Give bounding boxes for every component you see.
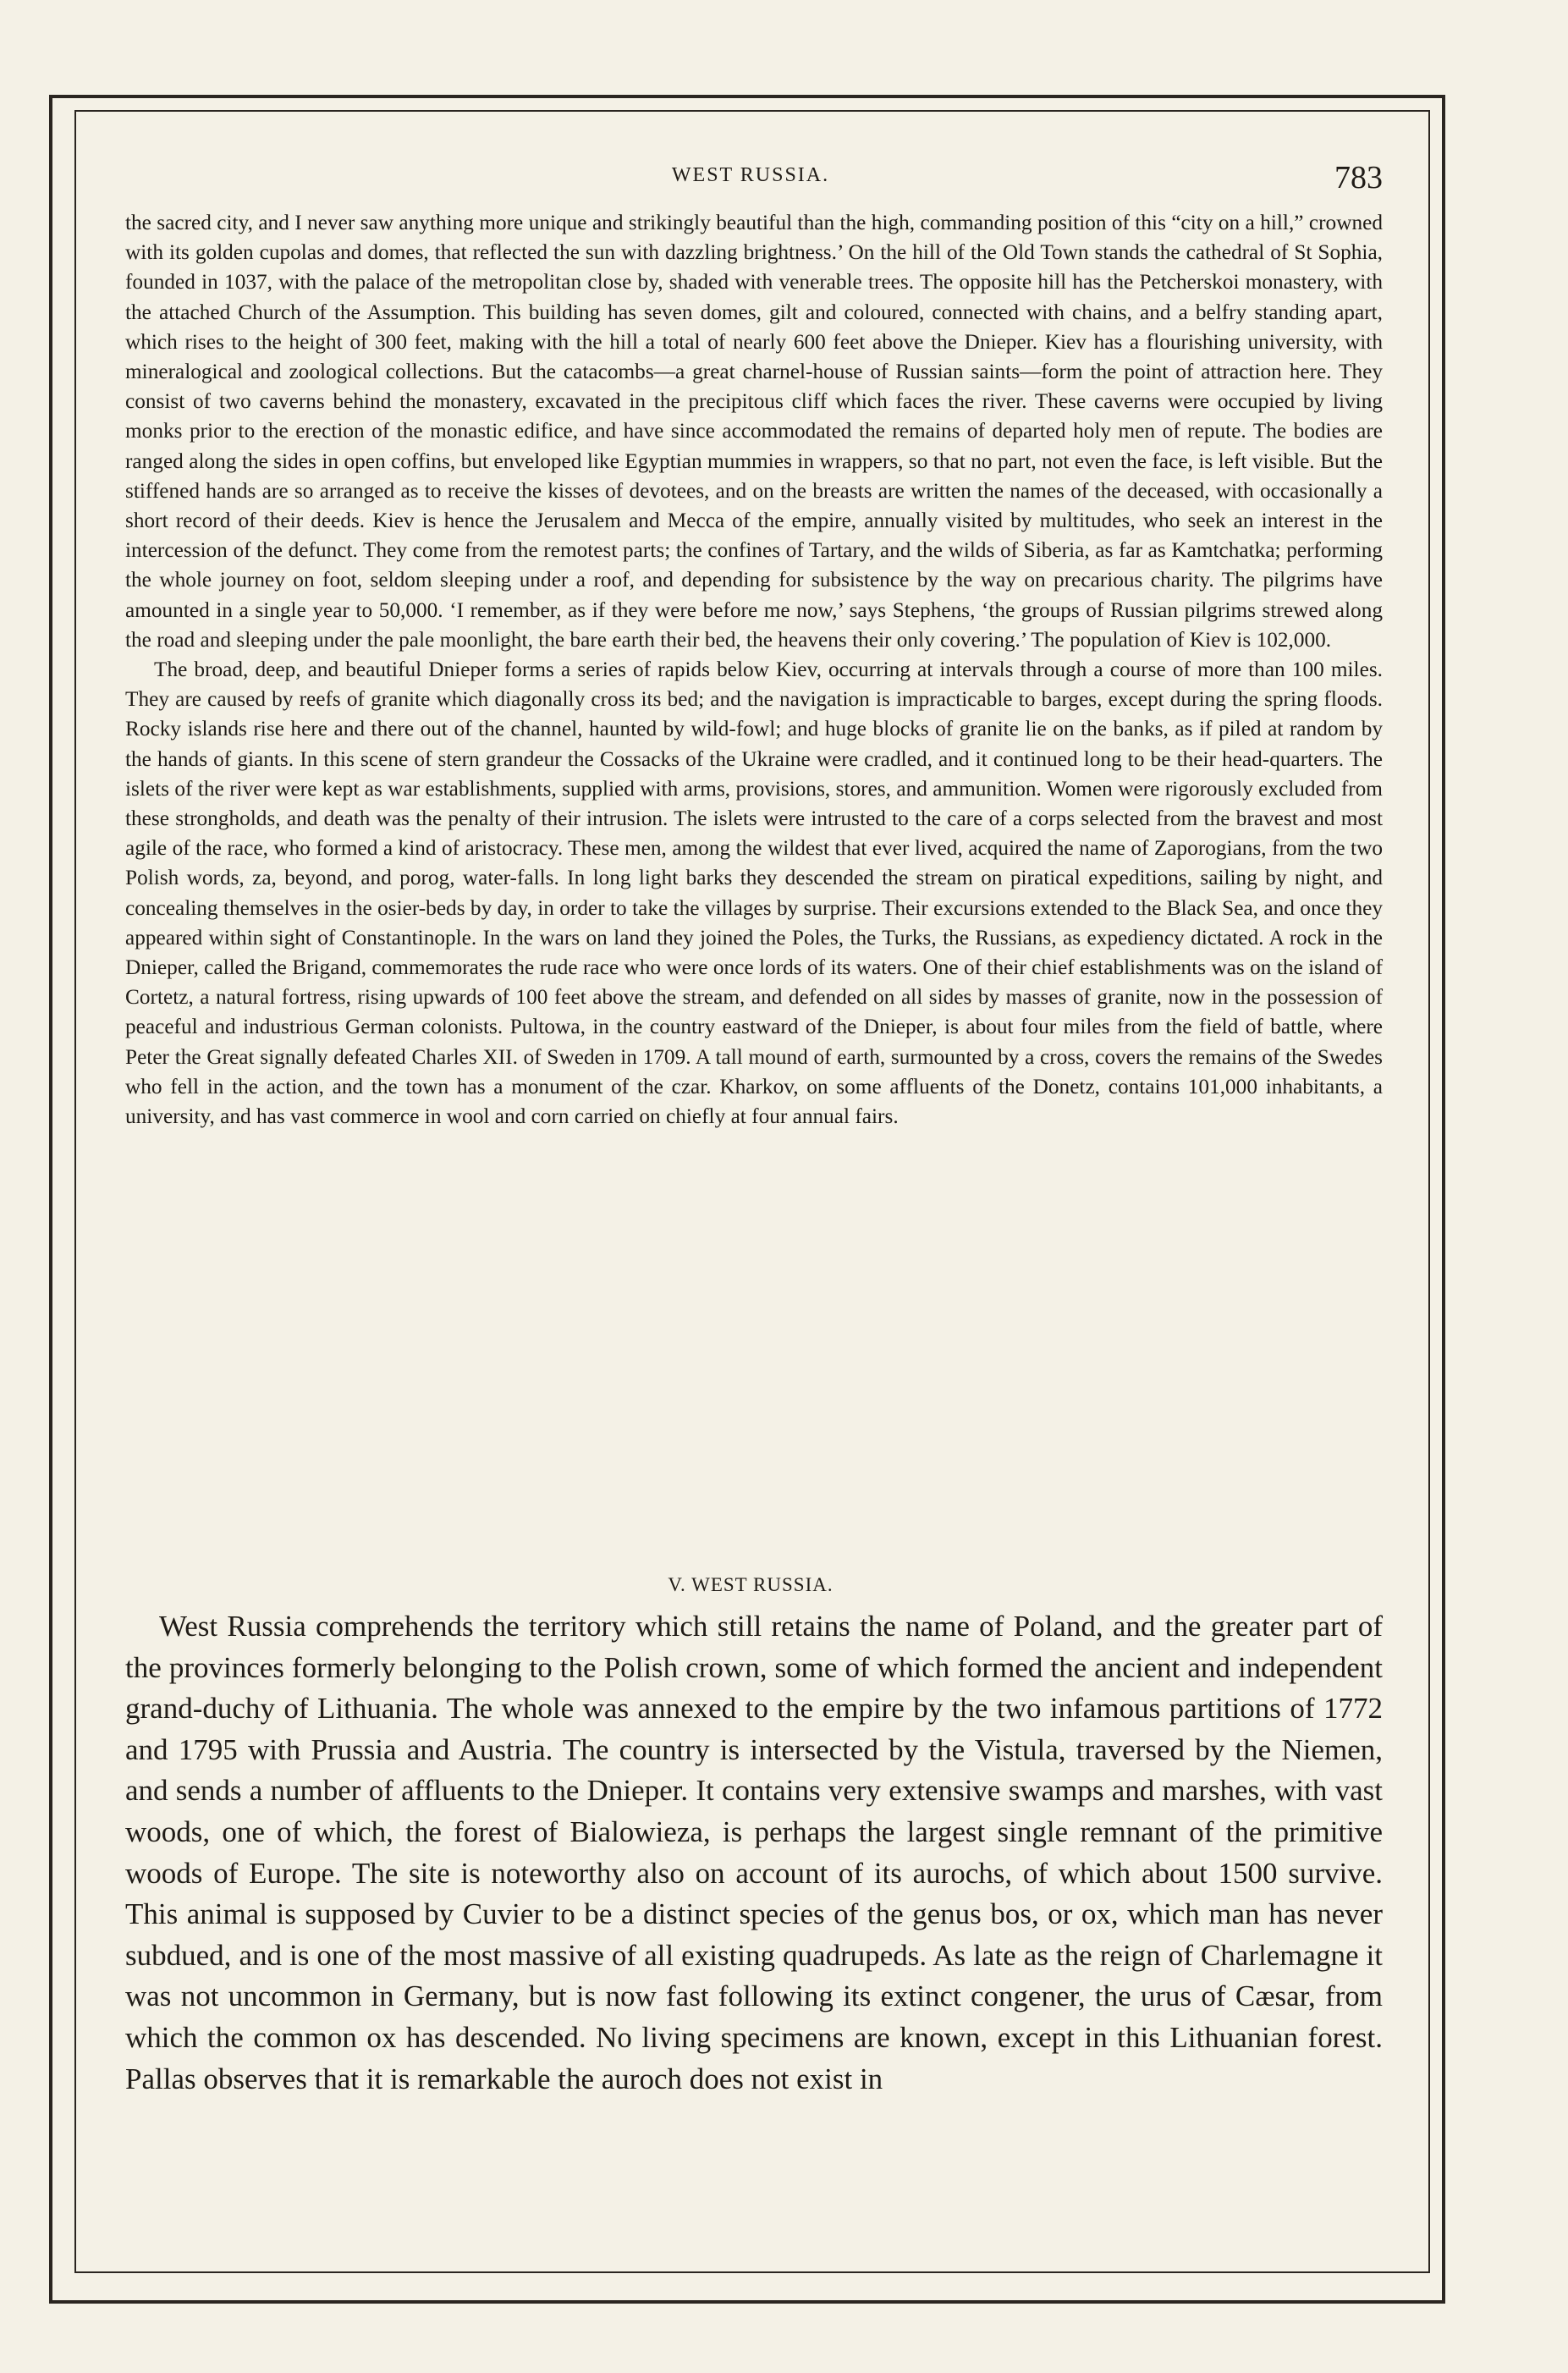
paragraph-west-russia: West Russia comprehends the territory which still retains the name of Poland, and the greater part of the provinces formerly belonging to the Polish crown, some of which formed the ancient and independent grand-duchy of Lithuania. The whole was annexed to the empire by the two infamous partitions of 1772 and 1795 with Prussia and Austria. The country is intersected by the Vistula, traversed by the Niemen, and sends a number of affluents to the Dnieper. It contains very extensive swamps and marshes, with vast woods, one of which, the forest of Bialowieza, is perhaps the largest single remnant of the primitive woods of Europe. The site is noteworthy also on account of its aurochs, of which about 1500 survive. This animal is supposed by Cuvier to be a distinct species of the genus bos, or ox, which man has never subdued, and is one of the most massive of all existing quadrupeds. As late as the reign of Charlemagne it was not uncommon in Germany, but is now fast following its extinct congener, the urus of Cæsar, from which the common ox has descended. No living specimens are known, except in this Lithuanian forest. Pallas observes that it is remarkable the auroch does not exist in bbox=[125, 1610, 1383, 2095]
section-heading-west-russia: V. WEST RUSSIA. bbox=[668, 1574, 834, 1595]
running-head: WEST RUSSIA. bbox=[671, 164, 830, 186]
page-number: 783 bbox=[1334, 160, 1383, 195]
paragraph-kiev-catacombs: the sacred city, and I never saw anything more unique and strikingly beautiful than the high, commanding position of this “city on a hill,” crowned with its golden cupolas and domes, that reflected the sun with dazzling brightness.’ On the hill of the Old Town stands the cathedral of St Sophia, founded in 1037, with the palace of the metropolitan close by, shaded with venerable trees. The opposite hill has the Petcherskoi monastery, with the attached Church of the Assumption. This building has seven domes, gilt and coloured, connected with chains, and a belfry standing apart, which rises to the height of 300 feet, making with the hill a total of nearly 600 feet above the Dnieper. Kiev has a flourishing university, with mineralogical and zoological collections. But the catacombs—a great charnel-house of Russian saints—form the point of attraction here. They consist of two caverns behind the monastery, excavated in the precipitous cliff which faces the river. These caverns were occupied by living monks prior to the erection of the monastic edifice, and have since accommodated the remains of departed holy men of repute. The bodies are ranged along the sides in open coffins, but enveloped like Egyptian mummies in wrappers, so that no part, not even the face, is left visible. But the stiffened hands are so arranged as to receive the kisses of devotees, and on the breasts are written the names of the deceased, with occasionally a short record of their deeds. Kiev is hence the Jerusalem and Mecca of the empire, annually visited by multitudes, who seek an interest in the intercession of the defunct. They come from the remotest parts; the confines of Tartary, and the wilds of Siberia, as far as Kamtchatka; performing the whole journey on foot, seldom sleeping under a roof, and depending for subsistence by the way on precarious charity. The pilgrims have amounted in a single year to 50,000. ‘I remember, as if they were before me now,’ says Stephens, ‘the groups of Russian pilgrims strewed along the road and sleeping under the pale moonlight, the bare earth their bed, the heavens their only covering.’ The population of Kiev is 102,000. bbox=[125, 211, 1383, 652]
kiev-continuation-text bbox=[125, 208, 1383, 1131]
west-russia-text bbox=[125, 1606, 1383, 2100]
paragraph-dnieper-rapids: The broad, deep, and beautiful Dnieper forms a series of rapids below Kiev, occurring at intervals through a course of more than 100 miles. They are caused by reefs of granite which diagonally cross its bed; and the navigation is impracticable to barges, except during the spring floods. Rocky islands rise here and there out of the channel, haunted by wild-fowl; and huge blocks of granite lie on the banks, as if piled at random by the hands of giants. In this scene of stern grandeur the Cossacks of the Ukraine were cradled, and it continued long to be their head-quarters. The islets of the river were kept as war establishments, supplied with arms, provisions, stores, and ammunition. Women were rigorously excluded from these strongholds, and death was the penalty of their intrusion. The islets were intrusted to the care of a corps selected from the bravest and most agile of the race, who formed a kind of aristocracy. These men, among the wildest that ever lived, acquired the name of Zaporogians, from the two Polish words, za, beyond, and porog, water-falls. In long light barks they descended the stream on piratical expeditions, sailing by night, and concealing themselves in the osier-beds by day, in order to take the villages by surprise. Their excursions extended to the Black Sea, and once they appeared within sight of Constantinople. In the wars on land they joined the Poles, the Turks, the Russians, as expediency dictated. A rock in the Dnieper, called the Brigand, commemorates the rude race who were once lords of its waters. One of their chief establishments was on the island of Cortetz, a natural fortress, rising upwards of 100 feet above the stream, and defended on all sides by masses of granite, now in the possession of peaceful and industrious German colonists. Pultowa, in the country eastward of the Dnieper, is about four miles from the field of battle, where Peter the Great signally defeated Charles XII. of Sweden in 1709. A tall mound of earth, surmounted by a cross, covers the remains of the Swedes who fell in the action, and the town has a monument of the czar. Kharkov, on some affluents of the Donetz, contains 101,000 inhabitants, a university, and has vast commerce in wool and corn carried on chiefly at four annual fairs. bbox=[125, 658, 1383, 1129]
page-header bbox=[118, 159, 1383, 200]
